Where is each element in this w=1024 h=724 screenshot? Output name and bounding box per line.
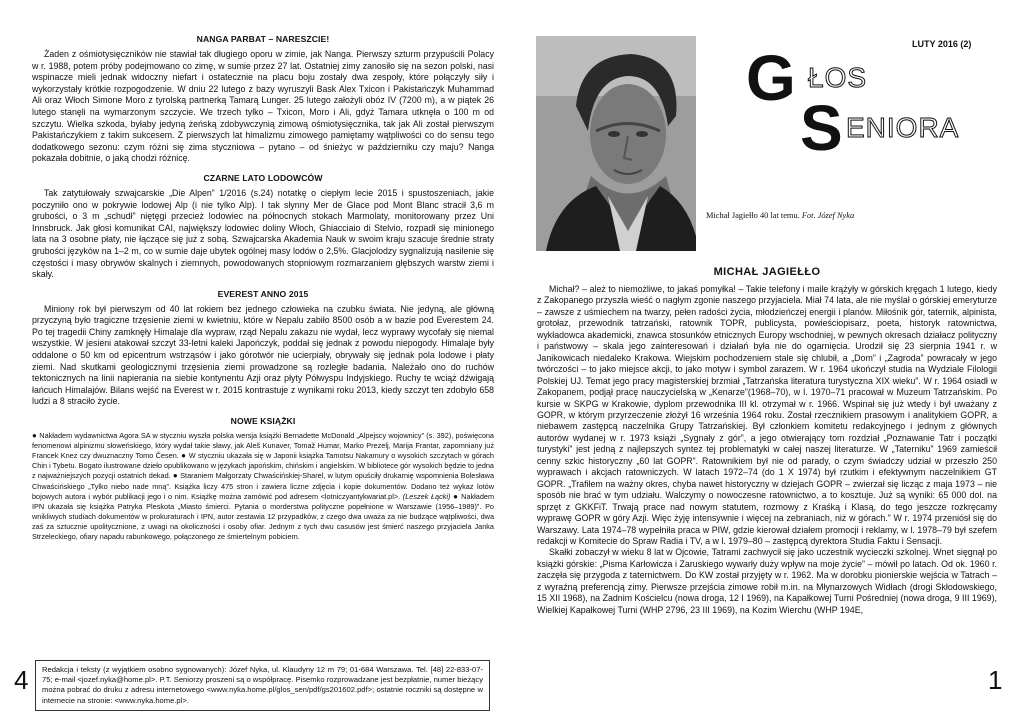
masthead-eniora: ENIORA — [846, 112, 960, 143]
masthead-los: ŁOS — [808, 62, 868, 93]
issue-date: LUTY 2016 (2) — [912, 39, 972, 49]
book-note-ipn: Nakładem IPN ukazała się książka Patryka Pleskota „Miasto śmierci. Pytania o morderstwa polityczne popełnione w Warszawie (1956–1989)”. Po wnikliwych studiach dokumentów w prokuraturach i IPN, autor zestawia 12 przypadków, z czego dwa uważa za nie budzące wątpliwości, dwa zaś za sztucznie upolitycznione, z uwagi na okoliczności i osoby ofiar. Jednym z tych dwu casusów jest śmierć naszego przyjaciela Janka Strzeleckiego, ofiary napadu rabunkowego, połączonego ze śmiertelnym pobiciem. — [32, 491, 495, 541]
section-title-nanga-parbat: NANGA PARBAT – NARESZCIE! — [196, 34, 330, 44]
book-note-chwascinski: Staraniem Małgorzaty Chwaścińskiej-Sharel, w lutym opuściły drukarnię wspomnienia Bolesława Chwaścińskiego „Tylko niebo nade mną”. Książka liczy 475 stron i zawiera liczne zdjęcia i kopie dokumentów. Dodano też wykaz lotów bojowych autora i wybór publikacji jego i o nim. Książkę można zamówić pod adresem <lotniczyantykwariat.pl>. — [32, 471, 495, 501]
paragraph-czarne-lato: Tak zatytułowały szwajcarskie „Die Alpen” 1/2016 (s.24) notatkę o ciepłym lecie 2015 i spustoszeniach, jakie poczyniło ono w pokrywie lodowej Alp (i nie tylko Alp). I tak słynny Mer de Glace pod Mont Blanc stracił 3,6 m grubości, o 3 m „schudł” niętęgi przecież lodowiec na północnych stokach Marmolaty, monitorowany przez Uni Innsbruck. Jak głosi komunikat CAI, największy lodowiec doliny Włoch, Ghiacciaio di Stelvio, rozpadł się minionego lata na 3 osobne płaty, nie łączące się już z sobą. Szwajcarska Akademia Nauk w swoim kraju szacuje średnie straty grubości języków na 1–2 m, co w sumie daje ubytek ogólnej masy lodów o 2,5%. Glacjolodzy sygnalizują nasilenie się częstości i masy obrywów skalnych i ziemnych, powodowanych stopniowym rozmarzaniem głębszych warstw ziemi i skały. — [32, 187, 494, 280]
section-title-everest: EVEREST ANNO 2015 — [217, 288, 309, 299]
right-column — [537, 284, 997, 616]
bullet-icon: ● — [453, 491, 459, 501]
article-title: MICHAŁ JAGIEŁŁO — [713, 266, 821, 278]
page-number-right: 1 — [988, 665, 1003, 695]
bullet-icon: ● — [181, 451, 187, 461]
section-title-nowe-ksiazki: NOWE KSIĄŻKI — [230, 416, 296, 427]
photo-caption-main: Michał Jagiełło 40 lat temu. — [706, 211, 800, 220]
portrait-photo — [536, 36, 696, 251]
section-title-czarne-lato: CZARNE LATO LODOWCÓW — [203, 172, 323, 183]
paragraph-nanga-parbat: Żaden z ośmiotysięczników nie stawiał tak długiego oporu w zimie, jak Nanga. Pierwszy szturm przypuścili Polacy w r. 1988, potem próby podejmowano co zimę, w sumie przez 27 lat. Ostatniej zimy zanosiło się na sezon polski, nasi wspinacze mieli jednak widoczny niefart i ostatecznie na placu boju zostały dwa zespoły, które połączyły siły i wykorzystały krótkie rozpogodzenie. W dniu 22 lutego z bazy wyruszyli Bask Alex Txicon i Pakistańczyk Muhammad Ali oraz Włoch Simone Moro z tyrolską partnerką Tamarą Lunger. 25 lutego założyli obóz IV (7200 m), a w piątek 26 lutego stanęli na wymarzonym szczycie. We trzech tylko – Txicon, Moro i Ali, gdyż Tamara utknęła o 100 m od szczytu. Wielka szkoda, byłaby jedyną żeńską zdobywczynią zimową ośmiotysięcznika, tak jak Ali został pierwszym Pakistańczykiem z takim sukcesem. Z pierwszych lat himalizmu zimowego pamiętamy wątpliwości co do sensu tego dodatkowego sezonu: czym różni się zima styczniowa – pytano – od śnieżyc w październiku czy maju? Nanga pokazała dobitnie, o jaką chodzi różnicę. — [32, 49, 494, 164]
book-notes — [32, 431, 494, 542]
editorial-info-box: Redakcja i teksty (z wyjątkiem osobno sygnowanych): Józef Nyka, ul. Klaudyny 12 m 79; 01-684 Warszawa. Tel. [48] 22-833-07-75; e-mail <jozef.nyka@home.pl>. P.T. Seniorzy proszeni są o współpracę. Pisemko rozprowadzane jest bezpłatnie, numer bieżący można pobrać do druku z adresu internetowego <www.nyka.home.pl/glos_sen/pdf/gs201602.pdf>; ostatnie roczniki są dostępne w internecie na stronie: <www.nyka.home.pl>. — [35, 660, 490, 711]
photo-credit: Fot. Józef Nyka — [801, 211, 855, 220]
photo-caption — [706, 211, 854, 220]
masthead-letter-s: S — [800, 92, 843, 164]
article-paragraph-2: Skałki zobaczył w wieku 8 lat w Ojcowie, Tatrami zachwycił się jako uczestnik wycieczki szkolnej. Wnet sięgnął po książki górskie: „Pisma Karłowicza i Zaruskiego wywarły duży wpływ na moje życie” – mówił po latach. Od ok. 1960 r. zaczęła się przygoda z taternictwem. Do KW został przyjęty w r. 1962. Ma w dorobku pionierskie wejścia w Tatrach – z wyraźną preferencją zimy. Pierwsze przejścia zimowe robił m.in. na Młynarzowych Widłach (drogi Skłodowskiego, 15 XII 1968), na Zadnim Kościelcu (nowa droga, 12 I 1969), na Kapałkowej Turni Pośredniej (nowa droga, 9 III 1969), Wielkiej Kapałkowej Turni (WHP 2796, 23 III 1969), na Kozim Wierchu (WHP 194E, — [537, 547, 997, 615]
masthead-letter-g: G — [746, 42, 796, 114]
page-number-left: 4 — [14, 665, 29, 695]
left-column — [32, 34, 494, 550]
bullet-icon: ● — [172, 471, 178, 481]
book-note-author: (Leszek Łącki) — [402, 491, 451, 501]
book-note-nakamura: W styczniu ukazała się w Japonii książka Tamotsu Nakamury o wysokich szczytach w górach Chin i Tybetu. Bogato ilustrowane dzieło opublikowano w językach japońskim, chińskim i angielskim. W bibliotece gór wysokich będzie to jedna z najważniejszych pozycji ostatnich dekad. — [32, 451, 494, 481]
article-paragraph-1: Michał? – ależ to niemożliwe, to jakaś pomyłka! – Takie telefony i maile krążyły w górskich kręgach 1 lutego, kiedy z Zakopanego przyszła wieść o nagłym zgonie naszego przyjaciela. Miał 74 lata, ale nie myślał o górskiej emeryturze – zawsze z uśmiechem na twarzy, pełen radości życia, młodzieńczej energii i planów. Miłośnik gór, taternik, alpinista, grotołaz, przewodnik tatrzański, ratownik TOPR, publicysta, powieściopisarz, poeta, historyk ratownictwa, wykładowca akademicki, znawca stosunków etnicznych Europy wschodniej, w pewnych okresach działacz polityczny i państwowy – skala jego zainteresowań i działań była nie do ogarnięcia. Urodził się 23 sierpnia 1941 r. w Janikowicach niedaleko Krakowa. Wiejskim pochodzeniem stale się chlubił, a „Dom” i „Zagroda” powracały w jego twórczości – to jako miejsce akcji, to jako motyw i symbol zarazem. W r. 1964 ukończył studia na Wydziale Filologii Polskiej UJ. Temat jego pracy magisterskiej brzmiał „Tatrzańska literatura turystyczna XIX wieku”. W r. 1964 osiadł w Zakopanem, podjął pracę nauczycielską w „Kenarze”(1968–70), w l. 1970–71 pracował w Muzeum Tatrzańskim. Po kursie w SKPG w Krakowie, dyplom przewodnika III kl. otrzymał w r. 1966. Wspinał się już wtedy i był uważany z GOPR, w którym przyrzeczenie złożył 16 września 1964 roku. Został rzecznikiem prasowym i analitykiem GOPR, a niebawem zastępcą naczelnika Grupy Tatrzańskiej. Był członkiem komitetu redakcyjnego i jednym z głównych autorów wydanej w r. 1973 książi „Sygnały z gór”, a jego otwierający tom rozdział „Poznawanie Tatr i początki turystyki” jest jedną z najlepszych syntez tej problematyki w całej naszej literaturze. W „Taterniku” 1969 zamieścił cenny szkic historyczny „60 lat GOPR”. Ratownikiem był nie od parady, o czym świadczy udział w przeszło 250 wyprawach i akcjach ratowniczych. W latach 1972–74 (do 1 X 1974) był rzutkim i efektywnym naczelnikiem GT GOPR. „Trafiłem na ważny okres, chyba nawet historyczny w dziejach GOPR – zwierzał się licząc z maja 1973 – nie sposób nie brać w tym udziału. Walczymy o nowoczesne ratownictwo, a to kosztuje. Już są wyniki: 65 000 dol. na sprzęt z GKKFiT. Trwają prace nad nowym statutem, rozmowy z Kraśką i Klasą, do tego jeszcze rozkręcamy wyprawę GOPR w góry Azji. Więc żyję intensywnie i więcej na zebraniach, niż w górach.” W r. 1974 przeniósł się do Warszawy. Lata 1974–78 wypełniła praca w PIW, gdzie kierował działem promocji i reklamy, w l. 1978–79 był szefem redakcji w Komitecie do Spraw Radia i TV, a w l. 1979–80 – zastępcą dyrektora Studia Faktu i Sensacji. — [537, 284, 997, 546]
book-note-agora: Nakładem wydawnictwa Agora SA w styczniu wyszła polska wersja książki Bernadette McDonald „Alpejscy wojownicy” (s. 392), poświęcona fenomenowi alpinizmu słoweńskiego, który wydał takie sławy, jak Aleš Kunaver, Tomaž Humar, Marko Prezelj, Marija Frantar, zapomniany już Francek Knez czy dwuznaczny Tomo Česen. — [32, 431, 494, 461]
portrait-image — [536, 36, 696, 251]
bullet-icon: ● — [32, 431, 38, 441]
paragraph-everest: Miniony rok był pierwszym od 40 lat rokiem bez jednego człowieka na czubku świata. Nie jedyną, ale główną przyczyną było tragiczne trzęsienie ziemi w kwietniu, które w Nepalu zabiło 8500 osób a w bazie pod Everestem 24. Po tej tragedii Chiny zamknęły Himalaje dla wypraw, rząd Nepalu zakazu nie wydał, lecz wyprawy wycofały się niemal wszystkie. W jesieni atakował szczyt 33-letni kaleki Japończyk, poddał się jednak z powodu niepogody. Himalaje były oddalone o 50 km od epicentrum wstrząsów i jako górotwór nie ucierpiały, obrywały się jednak pola lodowe i płaty ziemi. Nad skutkami geologicznymi trzęsienia ziemi prowadzone są rozległe badania. Należało ono do ruchów tektonicznych na linii napierania na siebie kontynentu Azji oraz płyty Półwyspu Indyjskiego. Ruchy te wciąż dźwigają łańcuch Himalajów. Bilans wejść na Everest w r. 2015 kontrastuje z wynikami roku 2013, kiedy szczyt ten zdobyło 658 ludzi a 8 straciło życie. — [32, 303, 494, 407]
